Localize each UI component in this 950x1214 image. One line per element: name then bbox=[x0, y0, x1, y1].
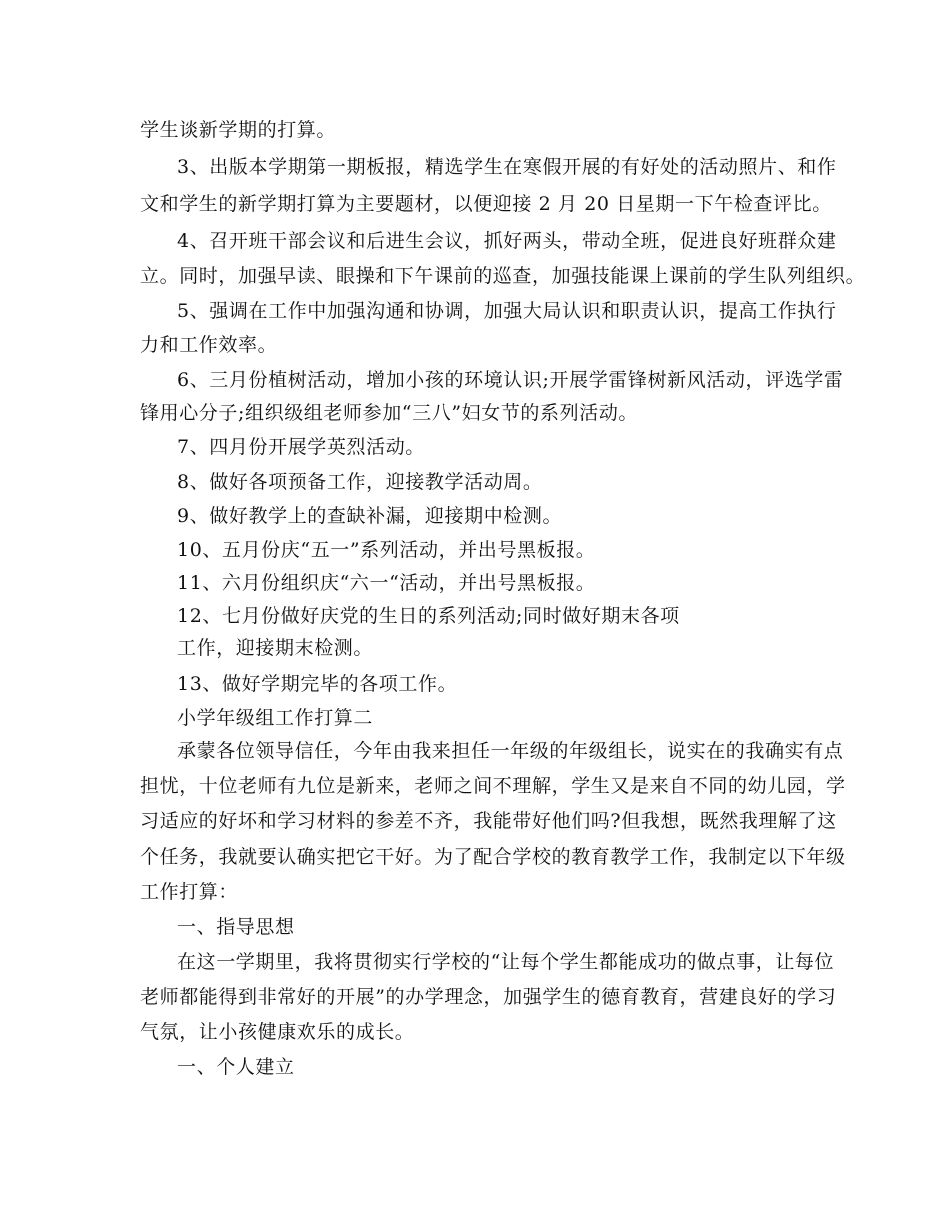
text-line: 力和工作效率。 bbox=[140, 334, 278, 356]
section-heading: 一、指导思想 bbox=[177, 916, 295, 938]
text-line: 文和学生的新学期打算为主要题材，以便迎接 2 月 20 日星期一下午检查评比。 bbox=[140, 193, 832, 215]
text-line: 学生谈新学期的打算。 bbox=[140, 119, 337, 141]
text-line: 7、四月份开展学英烈活动。 bbox=[177, 436, 425, 458]
text-line: 8、做好各项预备工作，迎接教学活动周。 bbox=[177, 471, 543, 493]
text-line: 个任务，我就要认确实把它干好。为了配合学校的教育教学工作，我制定以下年级 bbox=[140, 846, 846, 868]
text-line: 老师都能得到非常好的开展”的办学理念，加强学生的德育教育，营建良好的学习 bbox=[140, 986, 837, 1008]
text-line: 承蒙各位领导信任，今年由我来担任一年级的年级组长，说实在的我确实有点 bbox=[177, 740, 844, 762]
text-line: 13、做好学期完毕的各项工作。 bbox=[177, 673, 458, 695]
text-line: 气氛，让小孩健康欢乐的成长。 bbox=[140, 1021, 415, 1043]
section-title: 小学年级组工作打算二 bbox=[177, 707, 374, 729]
text-line: 担忧，十位老师有九位是新来，老师之间不理解，学生又是来自不同的幼儿园，学 bbox=[140, 775, 846, 797]
text-line: 9、做好教学上的查缺补漏，迎接期中检测。 bbox=[177, 505, 563, 527]
text-line: 4、召开班干部会议和后进生会议，抓好两头，带动全班，促进良好班群众建 bbox=[177, 230, 837, 252]
text-line: 3、出版本学期第一期板报，精选学生在寒假开展的有好处的活动照片、和作 bbox=[177, 156, 837, 178]
text-line: 10、五月份庆“五一”系列活动，并出号黑板报。 bbox=[177, 539, 596, 561]
text-line: 11、六月份组织庆“六一“活动，并出号黑板报。 bbox=[177, 572, 596, 594]
text-line: 工作，迎接期末检测。 bbox=[177, 637, 374, 659]
text-line: 工作打算： bbox=[140, 881, 239, 903]
text-line: 5、强调在工作中加强沟通和协调，加强大局认识和职责认识，提高工作执行 bbox=[177, 300, 837, 322]
text-line: 在这一学期里，我将贯彻实行学校的“让每个学生都能成功的做点事，让每位 bbox=[177, 951, 835, 973]
text-line: 锋用心分子;组织级组老师参加“三八”妇女节的系列活动。 bbox=[140, 402, 639, 424]
text-line: 习适应的好坏和学习材料的参差不齐，我能带好他们吗?但我想，既然我理解了这 bbox=[140, 810, 837, 832]
text-line: 立。同时，加强早读、眼操和下午课前的巡查，加强技能课上课前的学生队列组织。 bbox=[140, 265, 866, 287]
text-line: 6、三月份植树活动，增加小孩的环境认识;开展学雷锋树新风活动，评选学雷 bbox=[177, 369, 844, 391]
section-heading: 一、个人建立 bbox=[177, 1056, 295, 1078]
text-line: 12、七月份做好庆党的生日的系列活动;同时做好期末各项 bbox=[177, 605, 680, 627]
